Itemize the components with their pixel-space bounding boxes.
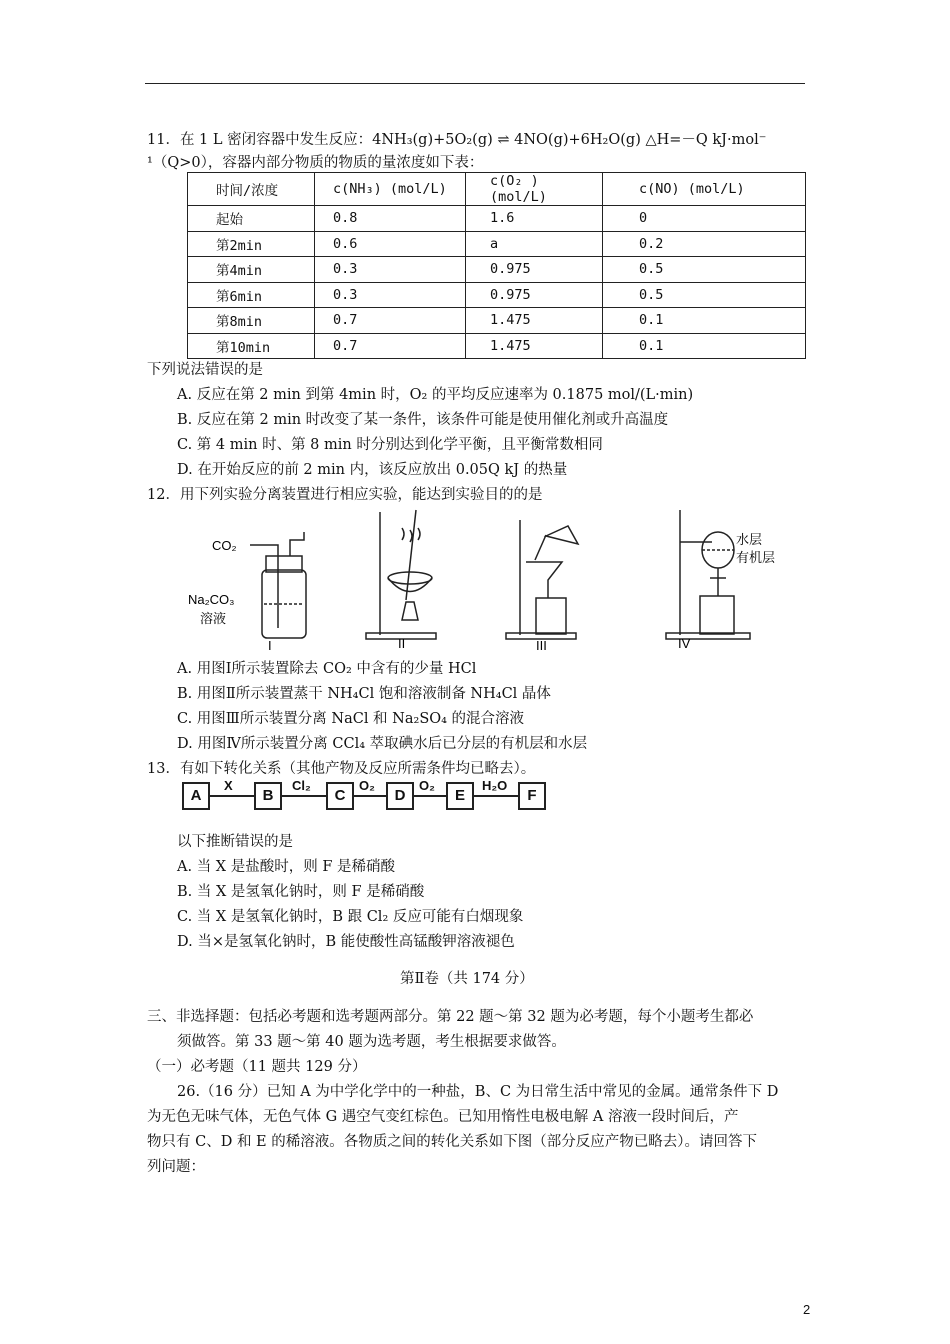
table-cell: 1.475: [466, 333, 603, 359]
table-header-row: [188, 173, 806, 206]
table-row: [188, 231, 806, 257]
q12-option-c: C. 用图Ⅲ所示装置分离 NaCl 和 Na₂SO₄ 的混合溶液: [177, 711, 525, 727]
table-cell: 第2min: [188, 231, 315, 257]
flow-box-a: A: [182, 782, 210, 810]
flow-box-e: E: [446, 782, 474, 810]
table-cell: 起始: [188, 206, 315, 232]
table-cell: 1.475: [466, 308, 603, 334]
table-cell: 0.1: [603, 308, 806, 334]
section-heading: （一）必考题（11 题共 129 分）: [147, 1059, 367, 1075]
q11-stem: 下列说法错误的是: [147, 362, 263, 378]
table-cell: 0.7: [315, 308, 466, 334]
fig-label-2: II: [398, 636, 406, 651]
q13-stem: 13．有如下转化关系（其他产物及反应所需条件均已略去）。: [147, 761, 536, 777]
arrow-label-o2-2: O₂: [419, 778, 435, 793]
organic-layer-label: 有机层: [736, 550, 776, 565]
table-row: [188, 333, 806, 359]
concentration-table: [187, 172, 806, 359]
table-cell: 0.7: [315, 333, 466, 359]
table-cell: 1.6: [466, 206, 603, 232]
table-cell: 0.5: [603, 282, 806, 308]
arrow-label-h2o: H₂O: [482, 778, 508, 793]
part2-intro-1: 三、非选择题：包括必考题和选考题两部分。第 22 题～第 32 题为必考题，每个小题考生都必: [147, 1009, 754, 1025]
flow-box-c: C: [326, 782, 354, 810]
fig-label-3: III: [536, 638, 547, 653]
q12-option-d: D. 用图Ⅳ所示装置分离 CCl₄ 萃取碘水后已分层的有机层和水层: [177, 736, 588, 752]
flow-box-d: D: [386, 782, 414, 810]
q12-option-a: A. 用图Ⅰ所示装置除去 CO₂ 中含有的少量 HCl: [177, 661, 477, 677]
table-cell: 0.975: [466, 257, 603, 283]
apparatus-figure: [180, 500, 800, 655]
table-cell: 0: [603, 206, 806, 232]
q11-option-d: D. 在开始反应的前 2 min 内，该反应放出 0.05Q kJ 的热量: [177, 462, 568, 478]
table-row: [188, 206, 806, 232]
table-cell: 0.2: [603, 231, 806, 257]
q13-option-b: B. 当 X 是氢氧化钠时，则 F 是稀硝酸: [177, 884, 425, 900]
part2-title: 第Ⅱ卷（共 174 分）: [400, 971, 534, 987]
q26-line-4: 列问题：: [147, 1159, 205, 1175]
arrow-label-x: X: [224, 778, 233, 793]
table-row: [188, 308, 806, 334]
table-cell: 0.6: [315, 231, 466, 257]
table-cell: 0.5: [603, 257, 806, 283]
q13-option-a: A. 当 X 是盐酸时，则 F 是稀硝酸: [177, 859, 396, 875]
water-layer-label: 水层: [736, 532, 763, 547]
table-cell: 0.1: [603, 333, 806, 359]
table-row: [188, 257, 806, 283]
table-header: 时间/浓度: [188, 173, 315, 206]
q11-option-a: A. 反应在第 2 min 到第 4min 时，O₂ 的平均反应速率为 0.1875 mol/(L·min): [177, 387, 694, 403]
q26-line-1: 26.（16 分）已知 A 为中学化学中的一种盐，B、C 为日常生活中常见的金属。通常条件下 D: [177, 1084, 779, 1100]
flow-box-f: F: [518, 782, 546, 810]
table-cell: 第4min: [188, 257, 315, 283]
co2-label: CO₂: [212, 538, 237, 553]
q11-line1: 11．在 1 L 密闭容器中发生反应：4NH₃(g)+5O₂(g) ⇌ 4NO(g)+6H₂O(g) △H=－Q kJ·mol⁻: [147, 132, 767, 148]
q11-line2: ¹（Q>0），容器内部分物质的物质的量浓度如下表：: [147, 155, 484, 171]
header-rule: [145, 83, 805, 84]
q26-line-2: 为无色无味气体，无色气体 G 遇空气变红棕色。已知用惰性电极电解 A 溶液一段时间后，产: [147, 1109, 739, 1125]
table-cell: 第8min: [188, 308, 315, 334]
fig-label-1: I: [268, 638, 272, 653]
na2co3-label: Na₂CO₃: [188, 592, 235, 607]
table-header: c(O₂ ) (mol/L): [466, 173, 603, 206]
table-header: c(NO) (mol/L): [603, 173, 806, 206]
table-cell: 0.3: [315, 257, 466, 283]
table-cell: 第6min: [188, 282, 315, 308]
q11-option-c: C. 第 4 min 时、第 8 min 时分别达到化学平衡，且平衡常数相同: [177, 437, 603, 453]
arrow-label-cl2: Cl₂: [292, 778, 311, 793]
table-header: c(NH₃) (mol/L): [315, 173, 466, 206]
q12-option-b: B. 用图Ⅱ所示装置蒸干 NH₄Cl 饱和溶液制备 NH₄Cl 晶体: [177, 686, 551, 702]
fig-label-4: IV: [678, 636, 691, 651]
page-number: 2: [803, 1302, 811, 1317]
table-row: [188, 282, 806, 308]
q26-line-3: 物只有 C、D 和 E 的稀溶液。各物质之间的转化关系如下图（部分反应产物已略去）。请回答下: [147, 1134, 757, 1150]
table-cell: 0.975: [466, 282, 603, 308]
q13-option-c: C. 当 X 是氢氧化钠时，B 跟 Cl₂ 反应可能有白烟现象: [177, 909, 524, 925]
table-cell: a: [466, 231, 603, 257]
q12-stem: 12．用下列实验分离装置进行相应实验，能达到实验目的的是: [147, 487, 543, 503]
arrow-label-o2-1: O₂: [359, 778, 375, 793]
q11-option-b: B. 反应在第 2 min 时改变了某一条件，该条件可能是使用催化剂或升高温度: [177, 412, 669, 428]
flow-box-b: B: [254, 782, 282, 810]
solution-label: 溶液: [200, 611, 227, 626]
part2-intro-2: 须做答。第 33 题～第 40 题为选考题，考生根据要求做答。: [177, 1034, 566, 1050]
q13-option-d: D. 当×是氢氧化钠时，B 能使酸性高锰酸钾溶液褪色: [177, 934, 515, 950]
table-cell: 第10min: [188, 333, 315, 359]
table-cell: 0.3: [315, 282, 466, 308]
table-cell: 0.8: [315, 206, 466, 232]
q13-sub: 以下推断错误的是: [177, 834, 293, 850]
